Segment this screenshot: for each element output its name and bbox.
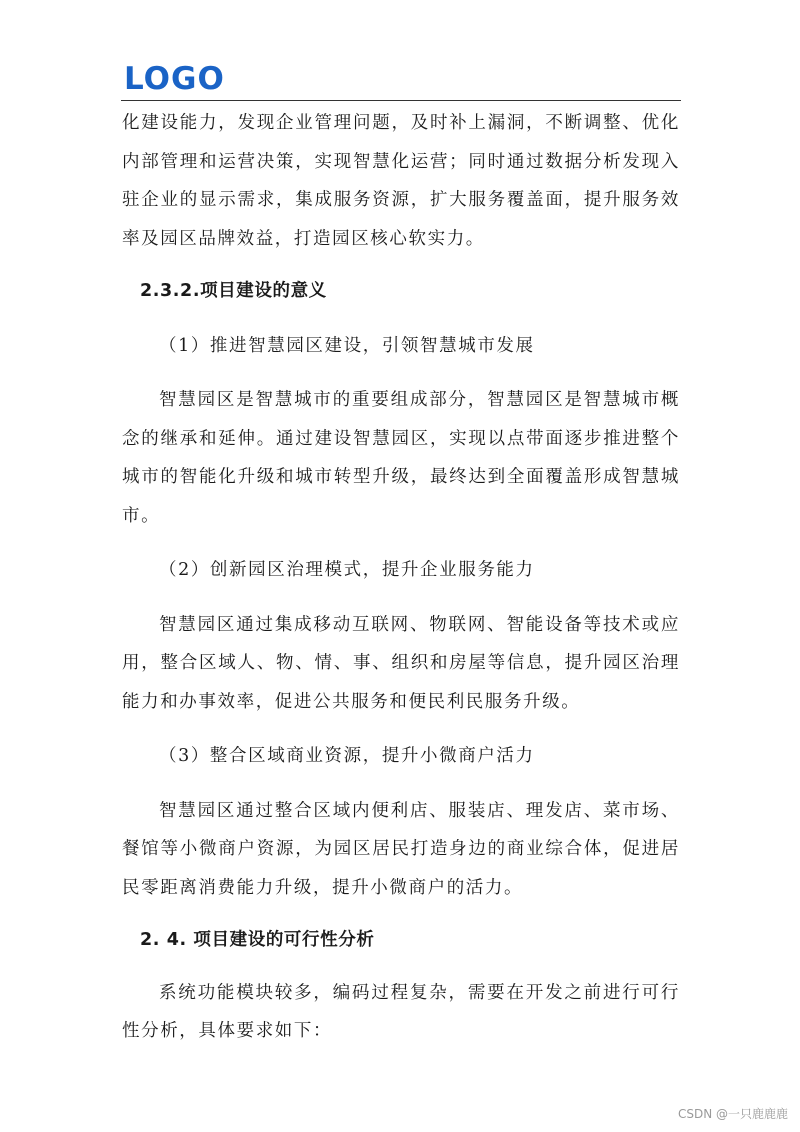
section-2-4-heading: 2. 4. 项目建设的可行性分析 <box>140 930 375 950</box>
item-1-body: 智慧园区是智慧城市的重要组成部分，智慧园区是智慧城市概念的继承和延伸。通过建设智慧园区，实现以点带面逐步推进整个城市的智能化升级和城市转型升级，最终达到全面覆盖形成智慧城市。 <box>122 390 680 526</box>
item-3-title: （3）整合区域商业资源，提升小微商户活力 <box>159 746 535 766</box>
document-body <box>122 104 680 1051</box>
item-3-body: 智慧园区通过整合区域内便利店、服装店、理发店、菜市场、餐馆等小微商户资源，为园区居民打造身边的商业综合体，促进居民零距离消费能力升级，提升小微商户的活力。 <box>122 800 680 898</box>
section-2-4-body: 系统功能模块较多，编码过程复杂，需要在开发之前进行可行性分析，具体要求如下： <box>122 982 680 1041</box>
item-2-body: 智慧园区通过集成移动互联网、物联网、智能设备等技术或应用，整合区域人、物、情、事、组织和房屋等信息，提升园区治理能力和办事效率，促进公共服务和便民利民服务升级。 <box>122 614 680 712</box>
section-2-3-2-heading: 2.3.2.项目建设的意义 <box>140 281 327 301</box>
logo: LOGO <box>124 61 225 97</box>
item-1-title: （1）推进智慧园区建设，引领智慧城市发展 <box>159 335 535 356</box>
intro-paragraph: 化建设能力，发现企业管理问题，及时补上漏洞，不断调整、优化内部管理和运营决策，实现智慧化运营；同时通过数据分析发现入驻企业的显示需求，集成服务资源，扩大服务覆盖面，提升服务效率及园区品牌效益，打造园区核心软实力。 <box>122 113 680 249</box>
watermark: CSDN @一只鹿鹿鹿 <box>677 1107 788 1121</box>
item-2-title: （2）创新园区治理模式，提升企业服务能力 <box>159 560 535 580</box>
header-divider <box>121 100 681 101</box>
